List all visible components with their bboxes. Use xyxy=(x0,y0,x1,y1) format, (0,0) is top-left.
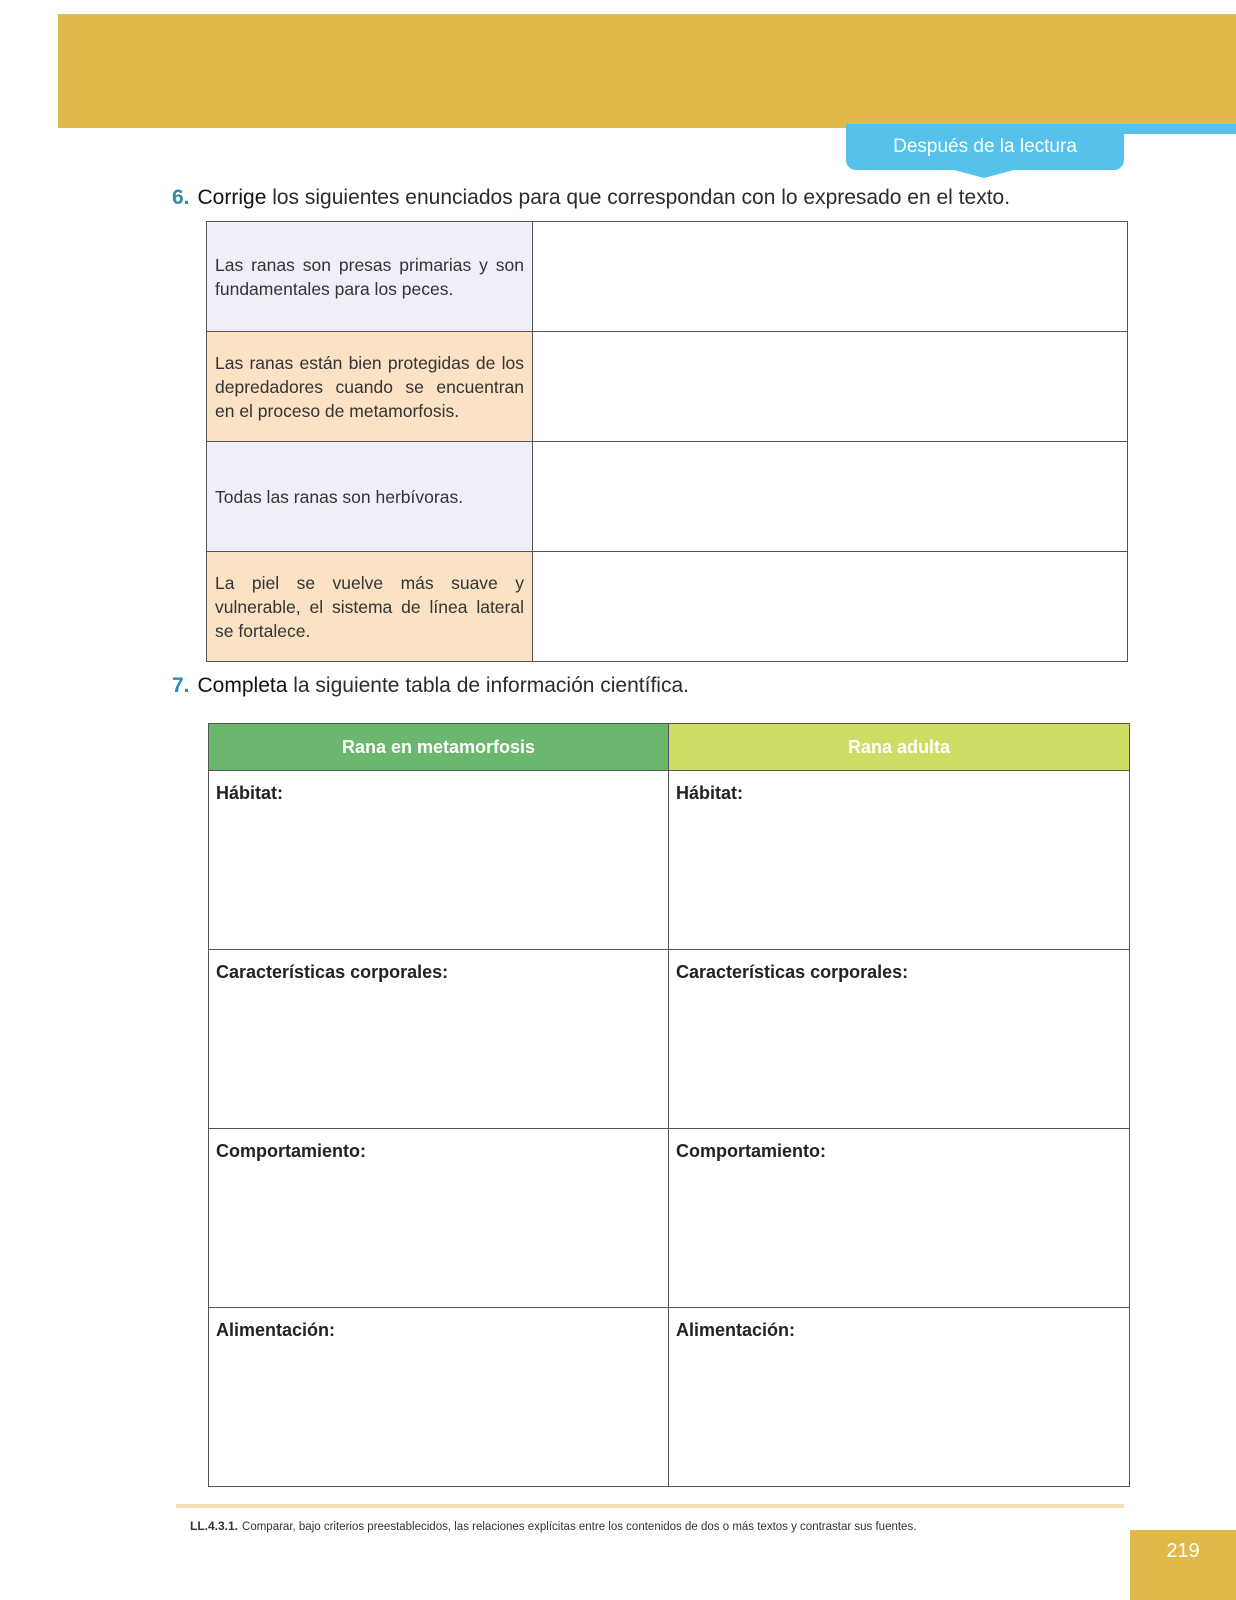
behavior-cell-left[interactable]: Comportamiento: xyxy=(209,1129,669,1307)
answer-cell[interactable] xyxy=(533,222,1127,331)
table-row xyxy=(209,950,1129,1129)
feeding-cell-right[interactable]: Alimentación: xyxy=(676,1320,796,1340)
footer-criterion xyxy=(190,1519,916,1533)
statement-cell: Todas las ranas son herbívoras. xyxy=(207,442,533,551)
question-verb: Completa xyxy=(197,674,288,697)
question-6 xyxy=(172,186,1010,210)
answer-cell[interactable] xyxy=(533,552,1127,661)
table-row xyxy=(209,1129,1129,1308)
body-features-cell-right[interactable]: Características corporales: xyxy=(676,962,909,982)
table-row xyxy=(207,222,1127,332)
question-number: 7. xyxy=(172,674,190,697)
criterion-text: Comparar, bajo criterios preestablecidos, las relaciones explícitas entre los contenidos de dos o más textos y contrastar sus fuentes. xyxy=(242,1521,917,1533)
page-number-label: 219 xyxy=(1166,1540,1200,1562)
column-header-metamorphosis: Rana en metamorfosis xyxy=(209,724,669,770)
habitat-cell-right[interactable]: Hábitat: xyxy=(676,783,743,803)
question-verb: Corrige xyxy=(197,186,267,209)
answer-cell[interactable] xyxy=(533,332,1127,441)
statement-cell: La piel se vuelve más suave y vulnerable, el sistema de línea lateral se fortalece. xyxy=(207,552,533,661)
section-accent-line xyxy=(1120,124,1236,134)
table-row xyxy=(207,442,1127,552)
question-number: 6. xyxy=(172,186,190,209)
behavior-cell-right[interactable]: Comportamiento: xyxy=(676,1141,826,1161)
footer-divider xyxy=(176,1504,1124,1508)
section-tab xyxy=(846,124,1124,170)
statement-cell: Las ranas están bien protegidas de los depredadores cuando se encuentran en el proceso de metamorfosis. xyxy=(207,332,533,441)
feeding-cell-left[interactable]: Alimentación: xyxy=(209,1308,669,1486)
body-features-cell-left[interactable]: Características corporales: xyxy=(209,950,669,1128)
table-row xyxy=(209,1308,1129,1486)
page-number xyxy=(1130,1530,1236,1600)
habitat-cell-left[interactable]: Hábitat: xyxy=(209,771,669,949)
question-text: los siguientes enunciados para que correspondan con lo expresado en el texto. xyxy=(266,186,1011,209)
answer-cell[interactable] xyxy=(533,442,1127,551)
question-7 xyxy=(172,674,689,698)
table-row xyxy=(207,552,1127,661)
question-text: la siguiente tabla de información científica. xyxy=(287,674,689,697)
table-row xyxy=(209,771,1129,950)
column-header-adult: Rana adulta xyxy=(669,724,1129,770)
statement-cell: Las ranas son presas primarias y son fundamentales para los peces. xyxy=(207,222,533,331)
section-tab-label: Después de la lectura xyxy=(893,136,1077,157)
table-header-row xyxy=(209,724,1129,771)
top-color-band xyxy=(58,14,1236,128)
criterion-code: LL.4.3.1. xyxy=(190,1519,239,1533)
science-table xyxy=(208,723,1130,1487)
correction-table xyxy=(206,221,1128,662)
table-row xyxy=(207,332,1127,442)
